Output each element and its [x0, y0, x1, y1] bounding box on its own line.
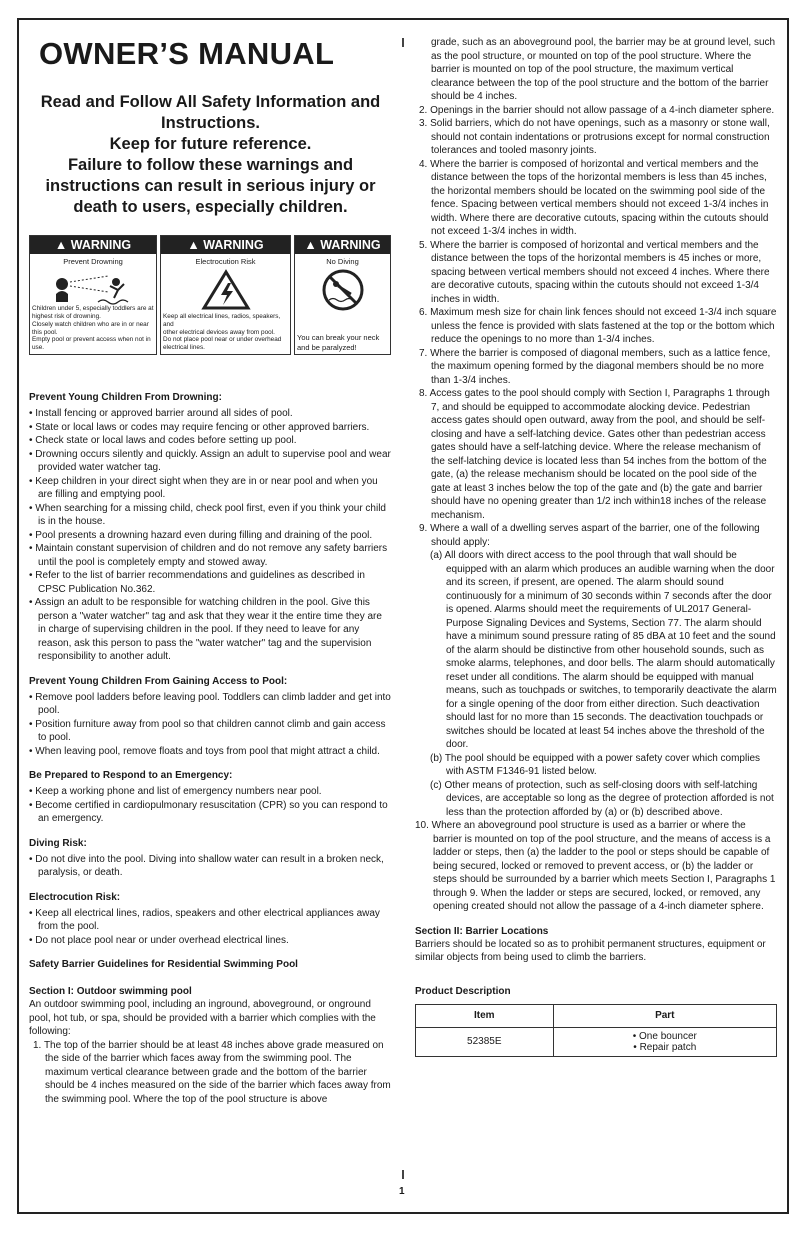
intro-block — [29, 92, 392, 218]
warning-text: You can break your neck and be paralyzed! — [297, 333, 380, 352]
list-item: 6. Maximum mesh size for chain link fences should not exceed 1-3/4 inch square unless the fence is provided with slats fastened at the top or the bottom which reduce the openings to no more than 1-3/4 inches. — [419, 307, 777, 345]
warning-drowning — [29, 235, 157, 355]
warning-panels — [29, 235, 392, 355]
list-item: • Keep a working phone and list of emergency numbers near pool. — [29, 786, 322, 797]
list-item: • Maintain constant supervision of children and do not remove any safety barriers until the pool is completely empty and stowed away. — [29, 543, 388, 568]
warning-no-diving — [294, 235, 391, 355]
warning-triangle-icon: ▲ — [304, 238, 321, 252]
intro-line: Keep for future reference. — [109, 135, 312, 153]
section-heading: Diving Risk: — [29, 837, 87, 849]
list-item: • Assign an adult to be responsible for watching children in the pool. Give this person a "water watcher" tag and ask that they wear it the entire time they are in charge of supervising children in the pool. If they need to leave for any reason, ask this person to pass the "water watcher" tag and the supervision responsibility to another adult. — [29, 597, 382, 662]
list-item: • Refer to the list of barrier recommendations and guidelines as described in CPSC Publication No.362. — [29, 570, 365, 595]
list-item: 1. The top of the barrier should be at least 48 inches above grade measured on the side of the barrier which faces away from the swimming pool. The maximum vertical clearance between grade and the bottom of the barrier should be 4 inches measured on the side of the barrier which faces away from the swimming pool. Where the top of the pool structure is above — [33, 1039, 391, 1105]
section-heading: Be Prepared to Respond to an Emergency: — [29, 770, 233, 781]
section-heading: Product Description — [415, 985, 511, 997]
list-item: 10. Where an aboveground pool structure is used as a barrier or where the barrier is mounted on top of the pool structure, and the means of access is a ladder or steps, then (a) the ladder to the pool or steps should be capable of being secured, locked or removed to prevent access, or (b) the ladder or steps should be surrounded by a barrier which meets Section I, Paragraphs 1 through 9. When the ladder or steps are secured, locked, or removed, any opening created should not allow the passage of a 4-inch diameter sphere. — [415, 820, 776, 912]
intro-line: Read and Follow All Safety Information and Instructions. — [40, 93, 381, 132]
list-item: (b) The pool should be equipped with a power safety cover which complies with ASTM F1346-91 listed below. — [430, 752, 760, 777]
intro-line: Failure to follow these warnings and instructions can result in serious injury or death to users, especially children. — [45, 156, 376, 216]
list-item: 8. Access gates to the pool should comply with Section I, Paragraphs 1 through 7, and should be equipped to accommodate alocking device. Pedestrian access gates should open outward, away from the pool, and should be self-closing and have a self-latching device. Gates other than pedestrian access gates should have a self-latching device. Where the release mechanism of the self-latching device is located less than 54 inches from the bottom of the gate, (a) the release mechanism should be located on the pool side of the gate at least 3 inches below the top of the gate and (b) the gate and barrier should have no opening greater than 1/2 inch within18 inches of the release mechanism. — [419, 388, 770, 521]
warning-head: WARNING — [70, 238, 132, 252]
product-table — [415, 1004, 777, 1057]
warning-sub: No Diving — [326, 257, 359, 266]
table-header: Item — [416, 1004, 554, 1027]
list-item: 2. Openings in the barrier should not allow passage of a 4-inch diameter sphere. — [419, 104, 775, 116]
list-item: • Keep all electrical lines, radios, speakers and other electrical appliances away from the pool. — [29, 907, 380, 932]
list-item: • Check state or local laws and codes before setting up pool. — [29, 435, 297, 446]
list-item: • Remove pool ladders before leaving pool. Toddlers can climb ladder and get into pool. — [29, 691, 391, 716]
warning-electrocution — [160, 235, 291, 355]
warning-triangle-icon: ▲ — [187, 238, 204, 252]
list-item: • State or local laws or codes may require fencing or other approved barriers. — [29, 421, 370, 433]
list-item: • Keep children in your direct sight when they are in or near pool and when you are filling and emptying pool. — [29, 475, 378, 500]
list-item: 7. Where the barrier is composed of diagonal members, such as a lattice fence, the maximum opening formed by the diagonal members should be no more than 1-3/4 inches. — [419, 347, 771, 386]
list-item: (a) All doors with direct access to the pool through that wall should be equipped with an alarm which produces an audible warning when the door and its screen, if present, are opened. The alarm should sound continuously for a minimum of 30 seconds within 7 seconds after the door is opened. Alarms should meet the requirements of UL2017 General-Purpose Signaling Devices and Systems, Section 77. The alarm should have a minimum sound pressure rating of 85 dBA at 10 feet and the sound of the alarm should be distinctive from other household sounds, such as smoke alarms, telephones, and door bells. The alarm should automatically reset under all conditions. The alarm should be equipped with manual means, such as touchpads or switches, to temporarily deactivate the alarm for a single opening of the door from either direction. Such deactivation should last for no more than 15 seconds. The deactivation touchpads or switches should be located at least 54 inches above the threshold of the door. — [430, 550, 777, 750]
table-cell-parts: • One bouncer • Repair patch — [553, 1027, 776, 1056]
no-diving-icon — [321, 268, 365, 312]
list-item: 3. Solid barriers, which do not have openings, such as a masonry or stone wall, should not contain indentations or protrusions except for normal construction tolerances and tooled masonry joints. — [419, 118, 770, 156]
list-item: • Do not place pool near or under overhead electrical lines. — [29, 934, 289, 946]
electric-shock-icon — [201, 269, 251, 311]
list-item: • Drowning occurs silently and quickly. Assign an adult to supervise pool and wear provided water watcher tag. — [29, 448, 391, 473]
section-heading: Section II: Barrier Locations — [415, 925, 549, 937]
paragraph: An outdoor swimming pool, including an inground, aboveground, or onground pool, hot tub, or spa, should be provided with a barrier which complies with the following: — [29, 999, 376, 1037]
list-item: • Become certified in cardiopulmonary resuscitation (CPR) so you can respond to an emergency. — [29, 799, 388, 824]
list-item: 9. Where a wall of a dwelling serves aspart of the barrier, one of the following should apply: — [419, 523, 760, 548]
paragraph: grade, such as an aboveground pool, the barrier may be at ground level, such as the pool structure, or mounted on top of the pool structure. Where the barrier is mounted on top of the pool structure, the maximum vertical clearance between the top of the pool structure and the bottom of the barrier should be 4 inches. — [431, 37, 776, 102]
list-item: • Install fencing or approved barrier around all sides of pool. — [29, 408, 293, 419]
warning-text: Keep all electrical lines, radios, speakers, and other electrical devices away from pool. Do not place pool near or under overhead electrical lines. — [163, 313, 282, 352]
section-heading: Prevent Young Children From Drowning: — [29, 392, 222, 403]
list-item: • When searching for a missing child, check pool first, even if you think your child is in the house. — [29, 502, 386, 527]
table-cell-item: 52385E — [416, 1027, 554, 1056]
warning-head: WARNING — [320, 238, 381, 252]
paragraph: Barriers should be located so as to prohibit permanent structures, equipment or similar objects from being used to climb the barriers. — [415, 938, 766, 963]
list-item: (c) Other means of protection, such as self-closing doors with self-latching devices, are acceptable so long as the degree of protection afforded is not less than the protection afforded by (a) or (b) described above. — [430, 779, 774, 818]
list-item: • Position furniture away from pool so that children cannot climb and gain access to pool. — [29, 718, 386, 743]
table-row — [416, 1027, 777, 1056]
drowning-list — [29, 407, 392, 664]
warning-text: Children under 5, especially toddlers are at highest risk of drowning. Closely watch children who are in or near this pool. Empty pool or prevent access when not in use. — [32, 305, 154, 352]
warning-triangle-icon: ▲ — [54, 238, 71, 252]
left-column — [29, 36, 392, 1106]
manual-title: OWNER’S MANUAL — [39, 36, 335, 71]
right-column — [415, 36, 777, 1057]
list-item: • When leaving pool, remove floats and toys from pool that might attract a child. — [29, 745, 380, 757]
column-separator — [402, 1170, 404, 1179]
section-heading: Safety Barrier Guidelines for Residential Swimming Pool — [29, 959, 298, 970]
section-heading: Electrocution Risk: — [29, 891, 121, 903]
drowning-pictogram-icon — [48, 268, 138, 308]
list-item: 4. Where the barrier is composed of horizontal and vertical members and the distance between the tops of the horizontal members is less than 45 inches, the horizontal members should be located on the swimming pool side of the fence. Spacing between vertical members should not exceed 1-3/4 inches in width. Where there are decorative cutouts, spacing within the cutouts should not exceed 1-3/4 inches in width. — [419, 158, 769, 237]
table-header: Part — [553, 1004, 776, 1027]
warning-sub: Prevent Drowning — [63, 257, 123, 266]
section-heading: Section I: Outdoor swimming pool — [29, 986, 192, 997]
list-item: 5. Where the barrier is composed of horizontal and vertical members and the distance between the tops of the horizontal members is 45 inches or more, spacing between vertical members should not exceed 4 inches. Where there are decorative cutouts, spacing within the cutouts should not exceed 1-3/4 inches in width. — [419, 239, 770, 305]
warning-head: WARNING — [203, 238, 264, 252]
list-item: • Do not dive into the pool. Diving into shallow water can result in a broken neck, paralysis, or death. — [29, 853, 384, 878]
warning-sub: Electrocution Risk — [195, 257, 256, 266]
page-number: 1 — [399, 1186, 405, 1197]
section-heading: Prevent Young Children From Gaining Access to Pool: — [29, 675, 288, 687]
column-separator — [402, 38, 404, 47]
list-item: • Pool presents a drowning hazard even during filling and draining of the pool. — [29, 529, 373, 541]
table-header-row — [416, 1004, 777, 1027]
